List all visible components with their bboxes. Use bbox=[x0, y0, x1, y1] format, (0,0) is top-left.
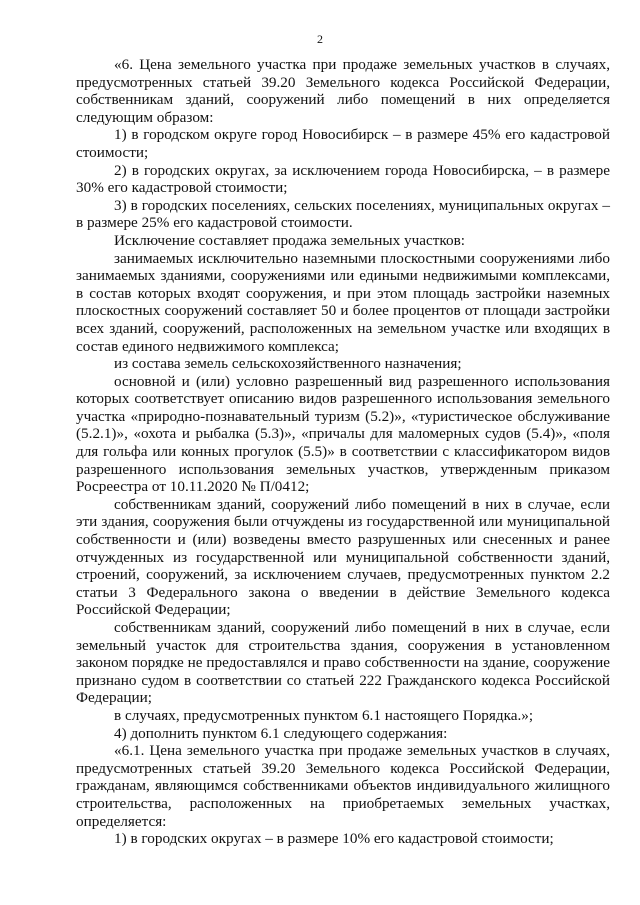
paragraph: собственникам зданий, сооружений либо помещений в них в случае, если эти здания, сооружения были отчуждены из государственной или муниципальной собственности и (или) возведены вместо разрушенных или снесенных и ранее отчужденных из государственной или муниципальной собственности зданий, строений, сооружений, за исключением случаев, предусмотренных пунктом 2.2 статьи 3 Федерального закона о введении в действие Земельного кодекса Российской Федерации; bbox=[76, 495, 610, 619]
paragraph: 4) дополнить пунктом 6.1 следующего содержания: bbox=[114, 724, 448, 742]
paragraph: из состава земель сельскохозяйственного назначения; bbox=[114, 355, 462, 373]
paragraph: 1) в городском округе город Новосибирск – в размере 45% его кадастровой стоимости; bbox=[76, 126, 610, 161]
paragraph: в случаях, предусмотренных пунктом 6.1 настоящего Порядка.»; bbox=[114, 706, 534, 724]
paragraph: «6. Цена земельного участка при продаже земельных участков в случаях, предусмотренных статьей 39.20 Земельного кодекса Российской Федерации, собственникам зданий, сооружений либо помещений в них определяется следующим образом: bbox=[76, 56, 610, 126]
paragraph: собственникам зданий, сооружений либо помещений в них в случае, если земельный участок для строительства здания, сооружения в установленном законом порядке не предоставлялся и право собственности на здание, сооружение признано судом в соответствии со статьей 222 Гражданского кодекса Российской Федерации; bbox=[76, 619, 610, 707]
document-body bbox=[76, 56, 610, 848]
paragraph: Исключение составляет продажа земельных участков: bbox=[114, 231, 465, 249]
paragraph: 3) в городских поселениях, сельских поселениях, муниципальных округах – в размере 25% его кадастровой стоимости. bbox=[76, 196, 610, 232]
paragraph: 1) в городских округах – в размере 10% его кадастровой стоимости; bbox=[114, 830, 554, 848]
page-number: 2 bbox=[317, 32, 323, 46]
paragraph: «6.1. Цена земельного участка при продаже земельных участков в случаях, предусмотренных статьей 39.20 Земельного кодекса Российской Федерации, гражданам, являющимся собственниками объектов индивидуального жилищного строительства, расположенных на приобретаемых земельных участках, определяется: bbox=[76, 742, 610, 830]
paragraph: 2) в городских округах, за исключением города Новосибирска, – в размере 30% его кадастровой стоимости; bbox=[76, 161, 610, 197]
paragraph: занимаемых исключительно наземными плоскостными сооружениями либо занимаемых зданиями, сооружениями или едиными недвижимыми комплексами, в состав которых входят сооружения, и при этом площадь застройки наземных плоскостных сооружений составляет 50 и более процентов от площади застройки всех зданий, сооружений, расположенных на земельном участке или входящих в состав единого недвижимого комплекса; bbox=[76, 249, 610, 355]
paragraph: основной и (или) условно разрешенный вид разрешенного использования которых соответствует описанию видов разрешенного использования земельного участка «природно-познавательный туризм (5.2)», «туристическое обслуживание (5.2.1)», «охота и рыбалка (5.3)», «причалы для маломерных судов (5.4)», «поля для гольфа или конных прогулок (5.5)» в соответствии с классификатором видов разрешенного использования земельных участков, утвержденным приказом Росреестра от 10.11.2020 № П/0412; bbox=[76, 372, 610, 496]
